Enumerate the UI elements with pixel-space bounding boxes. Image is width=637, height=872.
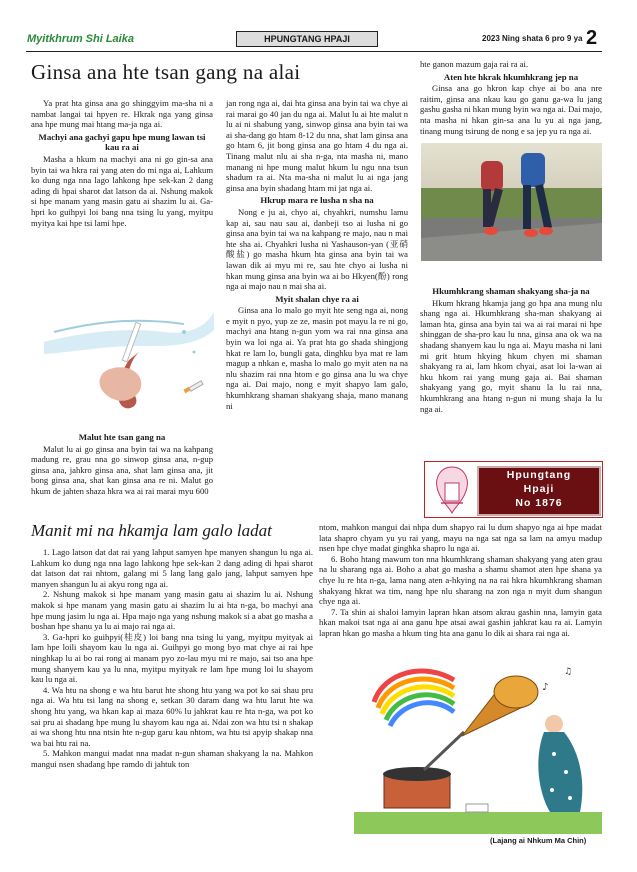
article-title: Ginsa ana hte tsan gang na alai — [31, 60, 301, 84]
paragraph-2-cont: jan rong nga ai, dai hta ginsa ana byin tai wa chye ai rai marai go 40 jan du nga ai. Malut lu ai hte malut n lu ai ni shabung yang, sinwop ginsa ana byin tai wa ai sha-dang go htam 8-12 du nna, shat lam ginsa ana go htam 6, jit bong ginsa ana go htam 4 du nga ai. Tinang malut nlu ai sha n-ga, nta masha ni, mano manang ni hpe mung malut hkum lu ngu nna tsun shadum ra ai. Nta ma-sha ni malut lu ai nga jang ginsa ana byin shadang htam mi jat nga ai. — [226, 98, 408, 193]
article1-column-3b — [420, 284, 602, 414]
gramophone-illustration — [354, 662, 602, 834]
page-number: 2 — [586, 27, 598, 49]
article2-left-column — [31, 547, 313, 769]
badge-emblem-icon — [427, 463, 477, 516]
list-item-5: 5. Mahkon mangui madat nna madat n-gun shaman shakyang la na. Mahkon mangui nsen shadang hpe ramdo di jahtuk ton — [31, 748, 313, 769]
list-item-6: 6. Boho htang mawum ton nna hkumhkrang shaman shakyang yang aten grau na lu sharang nga ai. Boho a abat go masha a shamu shamot aten hpe shana ya chye lu re hta n-ga, lama nang aten a-hkying na na rai hkra hkumhkrang shaman shakyang hkrat wa tim, nang hpe nlu sharang na zon nga n myit dum shangun chye nga ai. — [319, 553, 602, 607]
article2-title: Manit mi na hkamja lam galo ladat — [31, 521, 272, 540]
article1-column-2 — [226, 98, 408, 411]
list-item-1: 1. Lago latson dat dat rai yang lahput samyen hpe manyen shangun lu nga ai. Lahkum ko dung nga nna lago lahkong hpe sek-kan 2 dang ading di hpai sharot dat latson dat rai nhtom, galang mi 5 lang lang galo jang, lahput samyen hpe manyen shangun lu ai akyu rong nga ai. — [31, 547, 313, 589]
cigarette-illustration — [44, 302, 214, 422]
photo-caption-heading: Hkumhkrang shaman shakyang sha-ja na — [432, 286, 590, 296]
svg-text:♫: ♫ — [564, 667, 573, 677]
svg-text:♪: ♪ — [542, 682, 549, 693]
article1-column-1b — [31, 430, 213, 497]
badge-line-3: No 1876 — [515, 497, 563, 509]
subheading-1: Machyi ana gachyi gapu hpe mung lawan tsi kau ra ai — [38, 131, 206, 153]
article1-column-3 — [420, 59, 602, 136]
paragraph-4: Ginsa ana lo malo go myit hte seng nga ai, nong e myit n pyo, yup ze ze, masin pot mayu la re ni go, machyi ana htang n-gun yom wa rai nna ginsa ana byin wa loi nga ai. Ya prat hta go shada shingjong hkat re lam lo, bungli gata, dinghku bya mat re lam magup a nhkan e, masha lo malo go myit aten na na nlu shazim rai nna htom e go ginsa ana lu wa chye nga ai. Dai majo, nong e myit shapyo lam galo, hkumhkrang shaman shakyang shaja, mano manang ni — [226, 305, 408, 411]
paragraph-3: Nong e ju ai, chyo ai, chyahkri, numshu lamu kap ai, sau nau sau ai, danbeji tso ai lusha ni go ginsa ana byin tai wa na kahpang re majo, nau n mai hte sha ai. Chyahkri lusha ni Yashauson-yan (亚硝酸盐) go masha hkum hta ginsa ana byin tai wa lawan dik ai myu mi re, sau hte chyo ai lusha ni hkan mung ginsa ana byin wa ai bo Hkyen(酚) rong nga ai majo nau n mai sha ai. — [226, 206, 408, 292]
masthead-left: Myitkhrum Shi Laika — [27, 33, 134, 45]
paragraph-4-cont: hte ganon mazum gaja rai ra ai. — [420, 59, 529, 69]
running-photo — [421, 143, 602, 261]
subheading-5: Aten hte hkrak hkumhkrang jep na — [443, 71, 579, 82]
intro-paragraph: Ya prat hta ginsa ana go shinggyim ma-sha ni a nambat langai tai hpyen re. Hkrak nga yang ginsa ana hpe mung mai htang ma-ja nga ai. — [31, 98, 213, 130]
subheading-4: Myit shalan chye ra ai — [275, 293, 359, 304]
badge-line-1: Hpungtang — [506, 469, 572, 481]
list-item-5-cont: ntom, mahkon mangui dai nhpa dum shapyo rai lu dum shapyo nga ai hpe madat lata shapro chyam yu yu rai yang, mayu na nga sat nga sa lam na amyu madup nsen hpe chye madat ginghka shapro lu nga ai. — [319, 522, 602, 554]
badge-label — [477, 466, 601, 516]
article1-column-1 — [31, 98, 213, 228]
article2-caption: (Lajang ai Nhkum Ma Chin) — [490, 836, 587, 845]
subheading-3: Hkrup mara re lusha n sha na — [260, 195, 374, 206]
paragraph-5: Ginsa ana go hkron kap chye ai bo ana nre raitim, ginsa ana nkau kau go ganu ga-wa lu jang gashu gasha ni hkan mung byin wa nga ai. Dai majo, nta masha ni hkan gin-sa ana lu yu ai nga jang, tinang mung tsirung de nong e sa jep yu ra nga ai. — [420, 83, 602, 136]
list-item-7: 7. Ta shin ai shaloi lamyin lapran hkan atsom akrau gashin nna, lamyin gata hkan makoi tsat nga ai ana ganu hpe atsai awai gashin jahkrat kau ra ai. Lamyin lapran hkan go masha a hkum ting hta ana ganu lo dik ai shara rai nga ai. — [319, 606, 602, 638]
list-item-3: 3. Ga-hpri ko guihpyi(桂皮) loi bang nna tsing lu yang, myitpu myityak ai lam hpe loili shayom kau lu nga ai. Guihpyi go mong byo mat chye ai rai hpe ninghkap lu ai bo rai rong ai manam pyo zo-lau myu mi re majo, sai tso ana hpe mung shanyem kau ya lu nna, myitpu myityak re lam hpe mung loi lu shayom kau lu nga ai. — [31, 631, 313, 685]
header-rule — [26, 51, 602, 52]
paragraph-6: Hkum hkrang hkamja jang go hpa ana mung nlu shang nga ai. Hkumhkrang sha-man shakyang ai laman hta, ginsa ana byin tai wa ai rai marai ni hpe shinggan de sha-pro kau lu nna, ginsa ana ok wa na shadang shanyem kau lu nga ai. Mayu masha ni lani mi grit htum hkying hkum chyen mi shaman shakyang ra ai, lam hkom chyai, asat loi la-wan ai hku hkom rai yang mung gaja ai. Bai shaman shakyang yang go, myit shanu la lu rai nna, hkumhkrang ana htang n-gun ni mung shaja la lu nga ai. — [420, 297, 602, 414]
hpungtang-hpaji-badge — [424, 461, 603, 518]
issue-date: 2023 Ning shata 6 pro 9 ya — [482, 34, 583, 43]
paragraph-1: Masha a hkum na machyi ana ni go gin-sa ana byin tai wa hkra rai yang aten do mi nga ai, Lahkum ko dung nga nna lago lahkong hpe sek-kan 2 dang ading di hpai sharot dat latson da ai. Nshung makok si hpe manam yang masin gatu ai shazim lu ai. Ga-hpri ko guihpyi loi bang nna tsing lu yang, myitpu myitya kai hpe tsi lami hpe. — [31, 153, 213, 228]
section-title-box: HPUNGTANG HPAJI — [236, 31, 378, 47]
list-item-2: 2. Nshung makok si hpe manam yang masin gatu ai shazim lu ai. Nshung makok si hpe manam yang masin gatu ai shazim lu ai hta n-ga, bo machyi ana hpe mung jasim lu nga ai. Hpa majo nga yang nshung makok si a abat go masha a boshan hpe shanu ya lu ai majo rai nga ai. — [31, 589, 313, 632]
list-item-4: 4. Wa htu na shong e wa htu barut hte shong htu yang wa pot ko sai shau pru nga ai. Wa htu tsi lang na shong e, setkan 30 daram dang wa htu larut hte wa shong htu yang, wa hkan kap ai maza 60% lu jahkrat kau re hta n-ga, wa pot ko sai pru ai shadang hpe mung lu shayom kau nga ai. Ndai zon wa htu tsi n shakap ai wa shong htu nna ntsin hte n-gup garu kau nhtom, wa htu tsi apyip shakap nna wa bai htu rai na. — [31, 684, 313, 748]
badge-line-2: Hpaji — [523, 483, 555, 495]
subheading-2: Malut hte tsan gang na — [78, 432, 166, 442]
paragraph-2: Malut lu ai go ginsa ana byin tai wa na kahpang madung re, grau nna go sinwop ginsa ana, n-gup ginsa ana, jahkro ginsa ana, shat lam ginsa ana, jit bong ginsa ana, shat kan ginsa ana re ni. Malut go hkum de jahten shaza hkra wa ai rai marai myu 600 — [31, 443, 213, 496]
article2-right-column — [319, 522, 602, 639]
